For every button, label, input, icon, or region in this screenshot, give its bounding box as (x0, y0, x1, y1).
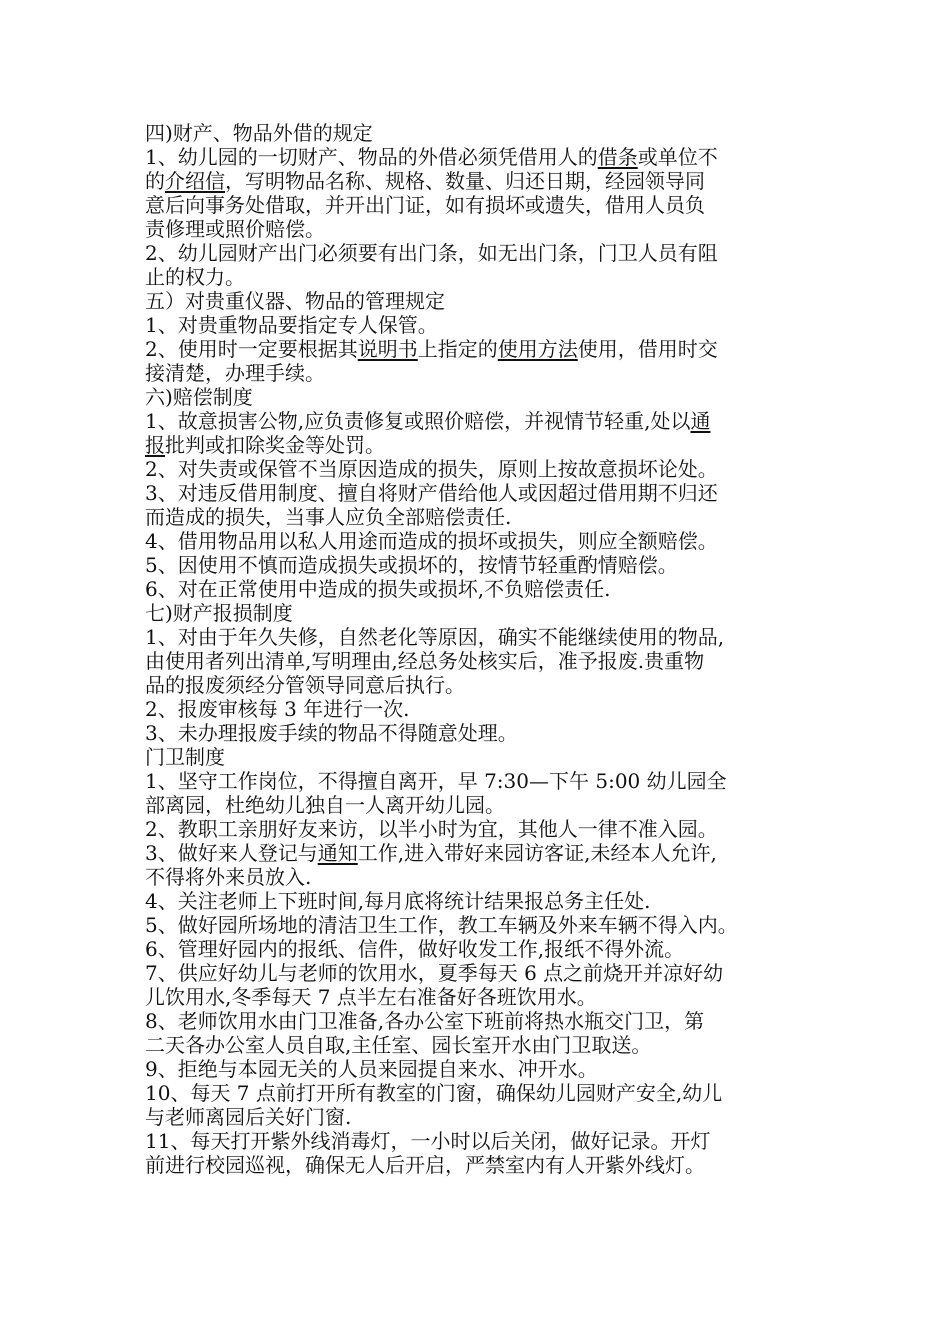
text-segment: 8、老师饮用水由门卫准备,各办公室下班前将热水瓶交门卫，第 (145, 1009, 705, 1033)
text-segment: 工作,进入带好来园访客证,未经本人允许, (357, 841, 717, 865)
text-line (145, 697, 805, 721)
text-line (145, 769, 805, 793)
text-line (145, 889, 805, 913)
text-segment: 5、做好园所场地的清洁卫生工作，教工车辆及外来车辆不得入内。 (145, 913, 738, 937)
text-line (145, 217, 805, 241)
text-segment: 1、对贵重物品要指定专人保管。 (145, 313, 438, 337)
text-line (145, 673, 805, 697)
text-segment: 由使用者列出清单,写明理由,经总务处核实后，准予报废.贵重物 (145, 649, 705, 673)
text-line (145, 865, 805, 889)
text-line (145, 793, 805, 817)
text-line (145, 337, 805, 361)
text-segment: 五）对贵重仪器、物品的管理规定 (145, 289, 445, 313)
text-line (145, 385, 805, 409)
text-line (145, 1105, 805, 1129)
text-segment: 使用，借用时交 (577, 337, 718, 361)
text-line (145, 457, 805, 481)
text-line (145, 745, 805, 769)
text-line (145, 265, 805, 289)
text-segment: 2、报废审核每 3 年进行一次. (145, 697, 410, 721)
text-line (145, 1009, 805, 1033)
text-segment: 1、对由于年久失修，自然老化等原因，确实不能继续使用的物品, (145, 625, 725, 649)
text-line (145, 121, 805, 145)
text-segment: 7、供应好幼儿与老师的饮用水，夏季每天 6 点之前烧开并凉好幼 (145, 961, 724, 985)
text-segment: 二天各办公室人员自取,主任室、园长室开水由门卫取送。 (145, 1033, 652, 1057)
underlined-term: 报 (145, 433, 165, 457)
text-line (145, 481, 805, 505)
text-segment: 3、对违反借用制度、擅自将财产借给他人或因超过借用期不归还 (145, 481, 718, 505)
document-body (145, 121, 805, 1177)
text-segment: 2、教职工亲朋好友来访，以半小时为宜，其他人一律不准入园。 (145, 817, 718, 841)
text-line (145, 841, 805, 865)
text-segment: 2、对失责或保管不当原因造成的损失，原则上按故意损坏论处。 (145, 457, 718, 481)
text-segment: 与老师离园后关好门窗. (145, 1105, 352, 1129)
text-line (145, 193, 805, 217)
text-line (145, 937, 805, 961)
text-segment: 儿饮用水,冬季每天 7 点半左右准备好各班饮用水。 (145, 985, 597, 1009)
text-segment: 3、未办理报废手续的物品不得随意处理。 (145, 721, 518, 745)
text-line (145, 1129, 805, 1153)
text-line (145, 361, 805, 385)
text-segment: 意后向事务处借取，并开出门证，如有损坏或遗失，借用人员负 (145, 193, 705, 217)
text-segment: 品的报废须经分管领导同意后执行。 (145, 673, 465, 697)
text-line (145, 817, 805, 841)
text-segment: 2、幼儿园财产出门必须要有出门条，如无出门条，门卫人员有阻 (145, 241, 718, 265)
text-segment: 四)财产、物品外借的规定 (145, 121, 373, 145)
text-line (145, 577, 805, 601)
text-segment: 1、坚守工作岗位，不得擅自离开，早 7:30—下午 5:00 幼儿园全 (145, 769, 727, 793)
text-segment: 前进行校园巡视，确保无人后开启，严禁室内有人开紫外线灯。 (145, 1153, 705, 1177)
text-line (145, 649, 805, 673)
text-segment: 接清楚，办理手续。 (145, 361, 325, 385)
underlined-term: 通知 (317, 841, 358, 865)
text-segment: 9、拒绝与本园无关的人员来园提自来水、冲开水。 (145, 1057, 598, 1081)
text-line (145, 601, 805, 625)
text-line (145, 625, 805, 649)
text-segment: 责修理或照价赔偿。 (145, 217, 325, 241)
text-segment: 2、使用时一定要根据其 (145, 337, 358, 361)
text-line (145, 529, 805, 553)
text-segment: 止的权力。 (145, 265, 245, 289)
text-segment: 1、幼儿园的一切财产、物品的外借必须凭借用人的 (145, 145, 598, 169)
underlined-term: 使用方法 (497, 337, 578, 361)
text-segment: 1、故意损害公物,应负责修复或照价赔偿，并视情节轻重,处以 (145, 409, 691, 433)
text-line (145, 961, 805, 985)
text-line (145, 313, 805, 337)
text-segment: 11、每天打开紫外线消毒灯，一小时以后关闭，做好记录。开灯 (145, 1129, 711, 1153)
text-line (145, 505, 805, 529)
text-segment: 4、借用物品用以私人用途而造成的损坏或损失，则应全额赔偿。 (145, 529, 718, 553)
text-line (145, 913, 805, 937)
text-line (145, 721, 805, 745)
text-line (145, 1033, 805, 1057)
text-segment: 门卫制度 (145, 745, 225, 769)
underlined-term: 通 (690, 409, 711, 433)
text-line (145, 409, 805, 433)
text-segment: 的 (145, 169, 165, 193)
text-line (145, 241, 805, 265)
text-segment: 不得将外来员放入. (145, 865, 312, 889)
text-segment: 批判或扣除奖金等处罚。 (165, 433, 385, 457)
text-segment: 或单位不 (637, 145, 718, 169)
text-line (145, 169, 805, 193)
text-line (145, 433, 805, 457)
text-segment: 6、管理好园内的报纸、信件，做好收发工作,报纸不得外流。 (145, 937, 685, 961)
text-segment: 4、关注老师上下班时间,每月底将统计结果报总务主任处. (145, 889, 651, 913)
text-segment: 5、因使用不慎而造成损失或损坏的，按情节轻重酌情赔偿。 (145, 553, 678, 577)
text-segment: 六)赔偿制度 (145, 385, 253, 409)
text-line (145, 289, 805, 313)
text-line (145, 1153, 805, 1177)
text-segment: 10、每天 7 点前打开所有教室的门窗，确保幼儿园财产安全,幼儿 (145, 1081, 723, 1105)
text-line (145, 1081, 805, 1105)
text-line (145, 1057, 805, 1081)
underlined-term: 说明书 (357, 337, 418, 361)
text-line (145, 553, 805, 577)
text-line (145, 145, 805, 169)
text-segment: 七)财产报损制度 (145, 601, 293, 625)
text-segment: 6、对在正常使用中造成的损失或损坏,不负赔偿责任. (145, 577, 611, 601)
text-segment: 而造成的损失，当事人应负全部赔偿责任. (145, 505, 512, 529)
underlined-term: 借条 (597, 145, 638, 169)
text-segment: 部离园，杜绝幼儿独自一人离开幼儿园。 (145, 793, 505, 817)
text-segment: 上指定的 (417, 337, 498, 361)
text-segment: ，写明物品名称、规格、数量、归还日期，经园领导同 (225, 169, 705, 193)
text-line (145, 985, 805, 1009)
text-segment: 3、做好来人登记与 (145, 841, 318, 865)
underlined-term: 介绍信 (165, 169, 225, 193)
